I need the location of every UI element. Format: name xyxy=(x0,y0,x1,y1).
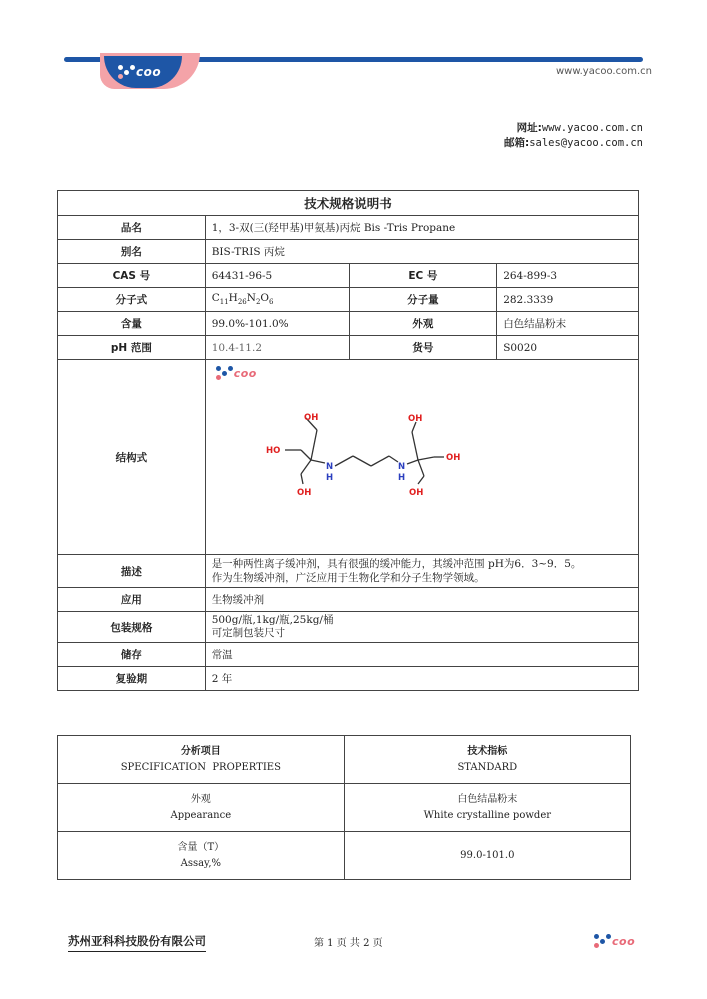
formula-h: H xyxy=(228,292,238,305)
packaging-line-1: 500g/瓶,1kg/瓶,25kg/桶 xyxy=(211,614,334,626)
col1-title-cn: 分析项目 xyxy=(180,745,221,757)
atom-h-right: H xyxy=(397,473,405,483)
std-en: White crystalline powder xyxy=(423,809,552,821)
col2-title-cn: 技术指标 xyxy=(467,745,508,757)
table-row xyxy=(58,784,631,832)
molecule-structure xyxy=(206,360,640,554)
col2-title-en: STANDARD xyxy=(457,761,518,773)
description-line-1: 是一种两性离子缓冲剂，具有很强的缓冲能力，其缓冲范围 pH为6．3~9．5。 xyxy=(211,558,582,570)
header-website: www.yacoo.com.cn xyxy=(556,66,652,77)
formula-label: 分子式 xyxy=(58,288,206,312)
application-value: 生物缓冲剂 xyxy=(205,588,638,612)
atom-h-left: H xyxy=(325,473,333,483)
alias-value: BIS-TRIS 丙烷 xyxy=(205,240,638,264)
retest-label: 复验期 xyxy=(58,667,206,691)
std-cn: 白色结晶粉末 xyxy=(457,793,518,805)
logo-wordmark: coo xyxy=(136,65,162,79)
mw-label: 分子量 xyxy=(349,288,497,312)
atom-n-right: N xyxy=(397,462,405,472)
header-logo xyxy=(118,65,161,79)
formula-h-count: 26 xyxy=(237,298,247,307)
atom-n-left: N xyxy=(325,462,333,472)
website-value: www.yacoo.com.cn xyxy=(541,122,643,134)
appearance-label: 外观 xyxy=(349,312,497,336)
formula-n-count: 2 xyxy=(255,298,261,307)
logo-wordmark: coo xyxy=(233,366,257,380)
atom-ho-left: HO xyxy=(265,446,281,456)
contact-block xyxy=(504,121,643,151)
logo-mark-icon xyxy=(118,65,136,79)
mw-value: 282.3339 xyxy=(497,288,639,312)
item-en: Appearance xyxy=(170,809,232,821)
alias-label: 别名 xyxy=(58,240,206,264)
content-label: 含量 xyxy=(58,312,206,336)
footer-page-number: 第 1 页 共 2 页 xyxy=(314,938,383,949)
logo-mark-icon xyxy=(594,934,612,948)
structure-label: 结构式 xyxy=(58,360,206,555)
formula-o: O xyxy=(260,292,270,305)
appearance-value: 白色结晶粉末 xyxy=(497,312,639,336)
email-label: 邮箱: xyxy=(504,137,530,149)
description-label: 描述 xyxy=(58,555,206,588)
formula-value xyxy=(205,288,349,312)
footer-company: 苏州亚科科技股份有限公司 xyxy=(68,933,206,952)
item-cn: 含量（T） xyxy=(177,841,225,853)
name-value: 1，3-双(三(羟甲基)甲氨基)丙烷 Bis -Tris Propane xyxy=(205,216,638,240)
ph-value: 10.4-11.2 xyxy=(205,336,349,360)
table-row xyxy=(58,832,631,880)
atom-oh-top-right: OH xyxy=(407,414,423,424)
item-no-value: S0020 xyxy=(497,336,639,360)
ec-label: EC 号 xyxy=(349,264,497,288)
ec-value: 264-899-3 xyxy=(497,264,639,288)
cas-label: CAS 号 xyxy=(58,264,206,288)
packaging-line-2: 可定制包装尺寸 xyxy=(211,627,286,639)
std-assay: 99.0-101.0 xyxy=(344,832,630,880)
formula-n: N xyxy=(246,292,256,305)
formula-c-count: 11 xyxy=(219,298,229,307)
retest-value: 2 年 xyxy=(205,667,638,691)
email-value: sales@yacoo.com.cn xyxy=(529,137,643,149)
name-label: 品名 xyxy=(58,216,206,240)
application-label: 应用 xyxy=(58,588,206,612)
item-no-label: 货号 xyxy=(349,336,497,360)
properties-table xyxy=(57,735,631,880)
molecule-bonds xyxy=(285,418,444,484)
formula-c: C xyxy=(211,292,220,305)
atom-oh-bottom-right: OH xyxy=(408,488,424,498)
website-label: 网址: xyxy=(516,122,542,134)
ph-label: pH 范围 xyxy=(58,336,206,360)
packaging-value xyxy=(205,612,638,643)
storage-value: 常温 xyxy=(205,643,638,667)
cas-value: 64431-96-5 xyxy=(205,264,349,288)
col1-title-en: SPECIFICATION PROPERTIES xyxy=(120,761,281,773)
header-analysis-item xyxy=(58,736,345,784)
logo-wordmark: coo xyxy=(612,934,636,948)
atom-oh-bottom-left: OH xyxy=(296,488,312,498)
spec-title: 技术规格说明书 xyxy=(58,191,639,216)
item-cn: 外观 xyxy=(190,793,211,805)
description-line-2: 作为生物缓冲剂，广泛应用于生物化学和分子生物学领域。 xyxy=(211,572,485,584)
structure-cell xyxy=(205,360,638,555)
packaging-label: 包装规格 xyxy=(58,612,206,643)
description-value xyxy=(205,555,638,588)
spec-table xyxy=(57,190,639,691)
content-value: 99.0%-101.0% xyxy=(205,312,349,336)
item-appearance xyxy=(58,784,345,832)
footer-logo xyxy=(594,934,635,948)
header-standard xyxy=(344,736,630,784)
item-en: Assay,% xyxy=(180,857,222,869)
item-assay xyxy=(58,832,345,880)
storage-label: 储存 xyxy=(58,643,206,667)
atom-oh-right: OH xyxy=(445,453,461,463)
std-appearance xyxy=(344,784,630,832)
formula-o-count: 6 xyxy=(269,298,274,307)
atom-oh-top-left: OH xyxy=(303,413,319,423)
